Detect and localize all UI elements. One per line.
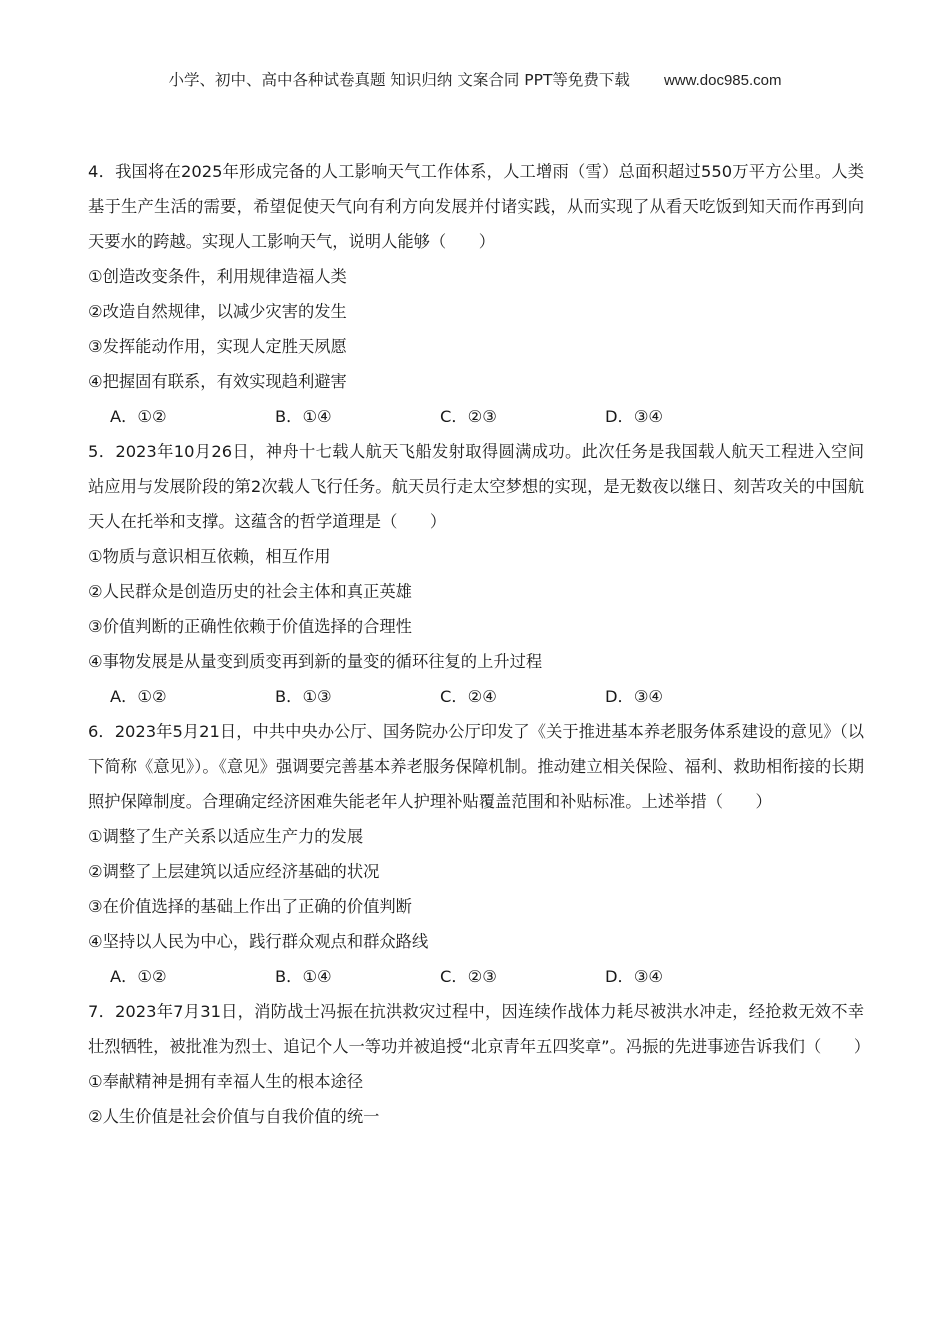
statement: ④把握固有联系，有效实现趋利避害 [88,372,347,391]
answer-choices [88,399,864,434]
statement: ②人民群众是创造历史的社会主体和真正英雄 [88,582,412,601]
header-site: www.doc985.com [663,72,782,89]
question-stem: 5．2023年10月26日，神舟十七载人航天飞船发射取得圆满成功。此次任务是我国载人航天工程进入空间站应用与发展阶段的第2次载人飞行任务。航天员行走太空梦想的实现，是无数夜以继日、刻苦攻关的中国航天人在托举和支撑。这蕴含的哲学道理是（ ） [88,442,864,531]
statement: ①物质与意识相互依赖，相互作用 [88,547,331,566]
question-list [88,154,871,1134]
statement: ①创造改变条件，利用规律造福人类 [88,267,347,286]
question-stem: 4．我国将在2025年形成完备的人工影响天气工作体系，人工增雨（雪）总面积超过550万平方公里。人类基于生产生活的需要，希望促使天气向有利方向发展并付诸实践，从而实现了从看天吃饭到知天而作再到向天要水的跨越。实现人工影响天气，说明人能够（ ） [88,162,864,251]
choice-c: C．②③ [440,407,497,426]
question-6 [88,714,864,994]
choice-d: D．③④ [605,407,664,426]
statement: ③在价值选择的基础上作出了正确的价值判断 [88,897,412,916]
choice-c: C．②③ [440,967,497,986]
choice-b: B．①④ [275,407,332,426]
choice-a: A．①② [110,687,167,706]
question-stem: 6．2023年5月21日，中共中央办公厅、国务院办公厅印发了《关于推进基本养老服务体系建设的意见》（以下简称《意见》）。《意见》强调要完善基本养老服务保障机制。推动建立相关保险、福利、救助相衔接的长期照护保障制度。合理确定经济困难失能老年人护理补贴覆盖范围和补贴标准。上述举措（ ） [88,722,864,811]
statement: ③价值判断的正确性依赖于价值选择的合理性 [88,617,412,636]
choice-a: A．①② [110,967,167,986]
question-7 [88,994,871,1134]
statement: ④事物发展是从量变到质变再到新的量变的循环往复的上升过程 [88,652,543,671]
header-text: 小学、初中、高中各种试卷真题 知识归纳 文案合同 PPT等免费下载 [168,71,630,89]
page-header [0,68,950,90]
statement: ①奉献精神是拥有幸福人生的根本途径 [88,1072,364,1091]
choice-b: B．①④ [275,967,332,986]
choice-a: A．①② [110,407,167,426]
question-stem: 7．2023年7月31日，消防战士冯振在抗洪救灾过程中，因连续作战体力耗尽被洪水冲走，经抢救无效不幸壮烈牺牲，被批准为烈士、追记个人一等功并被追授“北京青年五四奖章”。冯振的先进事迹告诉我们（ ） [88,1002,871,1056]
statement: ②改造自然规律，以减少灾害的发生 [88,302,347,321]
statement: ④坚持以人民为中心，践行群众观点和群众路线 [88,932,429,951]
answer-choices [88,679,864,714]
question-4 [88,154,864,434]
statement: ②调整了上层建筑以适应经济基础的状况 [88,862,380,881]
choice-c: C．②④ [440,687,497,706]
choice-d: D．③④ [605,687,664,706]
statement: ①调整了生产关系以适应生产力的发展 [88,827,364,846]
choice-d: D．③④ [605,967,664,986]
answer-choices [88,959,864,994]
statement: ②人生价值是社会价值与自我价值的统一 [88,1107,380,1126]
statement: ③发挥能动作用，实现人定胜天夙愿 [88,337,347,356]
choice-b: B．①③ [275,687,332,706]
question-5 [88,434,864,714]
